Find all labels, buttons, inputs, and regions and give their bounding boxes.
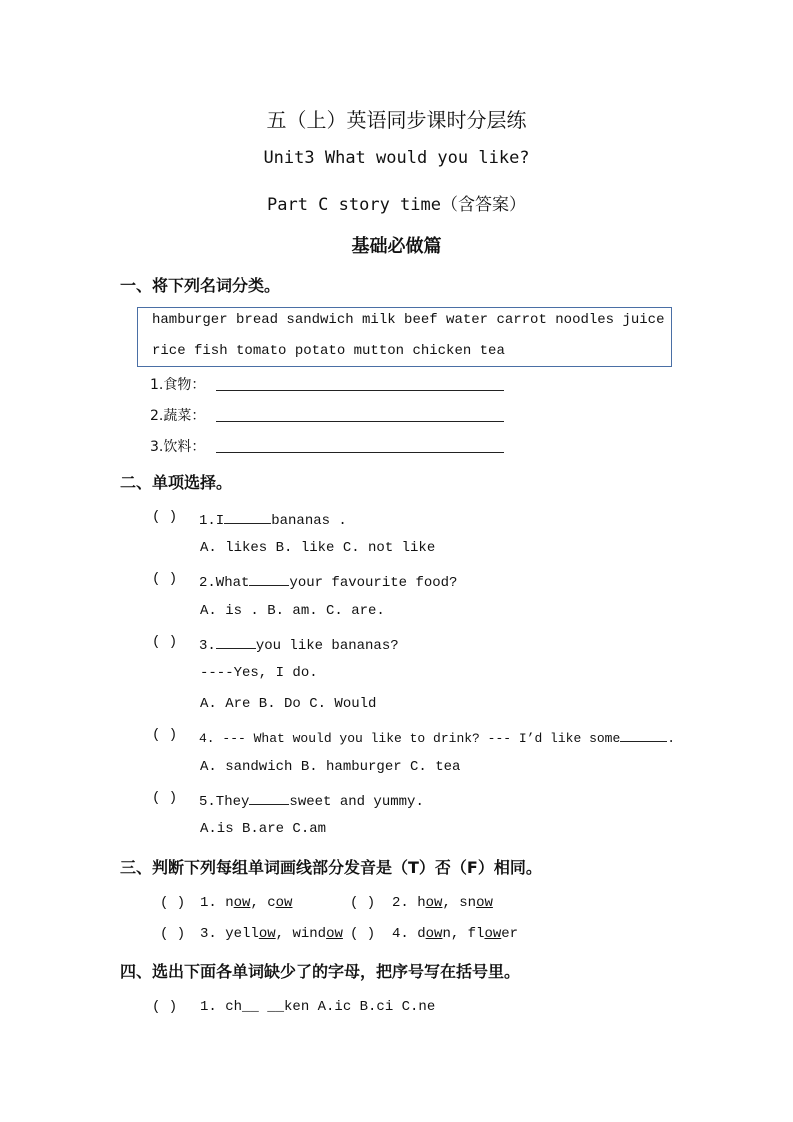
q3-answer-line: ----Yes, I do.	[200, 665, 318, 681]
q3-paren[interactable]: ( )	[152, 634, 178, 650]
s3-q4: 4. down, flower	[392, 926, 519, 942]
level-title: 基础必做篇	[351, 236, 442, 257]
section3-heading: 三、判断下列每组单词画线部分发音是（T）否（F）相同。	[120, 858, 542, 877]
q2-stem: 2.What your favourite food?	[199, 571, 457, 591]
page-title: 五（上）英语同步课时分层练	[266, 108, 527, 132]
q4-blank[interactable]	[620, 727, 667, 742]
category-vegetable-label: 2.蔬菜：	[150, 408, 206, 424]
q1-options: A. likes B. like C. not like	[200, 540, 436, 556]
section2-heading: 二、单项选择。	[120, 473, 233, 492]
q1-blank[interactable]	[224, 509, 271, 524]
section1-heading: 一、将下列名词分类。	[120, 276, 281, 295]
word-box-line-1: hamburger bread sandwich milk beef water carrot noodles juice	[152, 312, 665, 328]
s3-q3-paren[interactable]: ( )	[160, 926, 186, 942]
q1-stem: 1.I bananas .	[199, 509, 347, 529]
s4-q1-paren[interactable]: ( )	[152, 999, 178, 1015]
q3-stem: 3. you like bananas?	[199, 634, 399, 654]
category-food-label: 1.食物：	[150, 377, 206, 393]
s3-q4-paren[interactable]: ( )	[350, 926, 376, 942]
category-drink-line[interactable]	[216, 452, 504, 453]
q5-blank[interactable]	[249, 790, 289, 805]
q4-stem: 4. --- What would you like to drink? --- I’d like some .	[199, 727, 675, 746]
s3-q2-paren[interactable]: ( )	[350, 895, 376, 911]
s4-q1: 1. ch__ __ken A.ic B.ci C.ne	[200, 999, 436, 1015]
q1-paren[interactable]: ( )	[152, 509, 178, 525]
s3-q1: 1. now, cow	[200, 895, 293, 911]
q5-options: A.is B.are C.am	[200, 821, 327, 837]
category-food-line[interactable]	[216, 390, 504, 391]
category-drink-label: 3.饮料：	[150, 439, 206, 455]
word-box	[137, 307, 672, 367]
q2-options: A. is . B. am. C. are.	[200, 603, 385, 619]
q3-options: A. Are B. Do C. Would	[200, 696, 377, 712]
s3-q3: 3. yellow, window	[200, 926, 343, 942]
category-vegetable-line[interactable]	[216, 421, 504, 422]
q2-paren[interactable]: ( )	[152, 571, 178, 587]
section4-heading: 四、选出下面各单词缺少了的字母，把序号写在括号里。	[120, 962, 521, 981]
word-box-line-2: rice fish tomato potato mutton chicken tea	[152, 343, 505, 359]
unit-title: Unit3 What would you like?	[263, 148, 530, 168]
q2-blank[interactable]	[249, 571, 289, 586]
q5-paren[interactable]: ( )	[152, 790, 178, 806]
q4-paren[interactable]: ( )	[152, 727, 178, 743]
q4-options: A. sandwich B. hamburger C. tea	[200, 759, 461, 775]
q3-blank[interactable]	[216, 634, 256, 649]
part-title: Part C story time（含答案）	[267, 195, 526, 215]
q5-stem: 5.They sweet and yummy.	[199, 790, 424, 810]
s3-q1-paren[interactable]: ( )	[160, 895, 186, 911]
s3-q2: 2. how, snow	[392, 895, 493, 911]
